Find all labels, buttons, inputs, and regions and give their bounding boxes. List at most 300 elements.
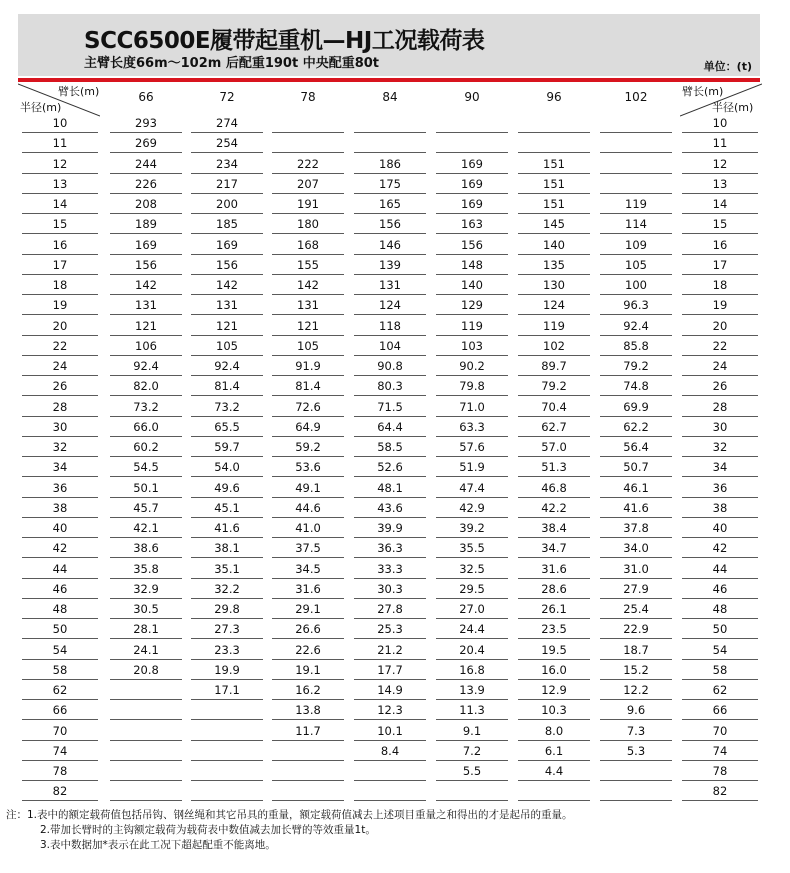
load-value-cell: 50.1 xyxy=(110,481,182,498)
load-value-cell xyxy=(600,116,672,133)
load-value-cell: 13.9 xyxy=(436,683,508,700)
load-value-cell: 222 xyxy=(272,157,344,174)
load-value-cell: 54.0 xyxy=(191,460,263,477)
load-value-cell: 130 xyxy=(518,278,590,295)
load-value-cell: 11.7 xyxy=(272,724,344,741)
radius-cell-right: 20 xyxy=(682,319,758,336)
load-value-cell: 16.0 xyxy=(518,663,590,680)
load-value-cell: 145 xyxy=(518,217,590,234)
load-value-cell: 89.7 xyxy=(518,359,590,376)
table-row xyxy=(0,784,790,804)
load-value-cell: 105 xyxy=(191,339,263,356)
load-value-cell: 169 xyxy=(110,238,182,255)
load-value-cell: 148 xyxy=(436,258,508,275)
load-value-cell xyxy=(110,764,182,781)
boom-length-header-row xyxy=(0,89,790,105)
radius-cell-left: 20 xyxy=(22,319,98,336)
notes xyxy=(6,808,573,853)
radius-cell-left: 14 xyxy=(22,197,98,214)
table-row xyxy=(0,359,790,379)
load-value-cell: 26.1 xyxy=(518,602,590,619)
load-value-cell xyxy=(191,744,263,761)
load-value-cell: 142 xyxy=(191,278,263,295)
load-value-cell: 103 xyxy=(436,339,508,356)
load-value-cell: 92.4 xyxy=(110,359,182,376)
load-value-cell: 13.8 xyxy=(272,703,344,720)
boom-length-header: 96 xyxy=(546,90,562,104)
radius-cell-left: 82 xyxy=(22,784,98,801)
load-value-cell: 124 xyxy=(354,298,426,315)
load-value-cell: 131 xyxy=(272,298,344,315)
load-value-cell: 25.3 xyxy=(354,622,426,639)
load-value-cell: 169 xyxy=(191,238,263,255)
load-value-cell: 91.9 xyxy=(272,359,344,376)
radius-cell-left: 16 xyxy=(22,238,98,255)
load-value-cell: 186 xyxy=(354,157,426,174)
load-value-cell: 109 xyxy=(600,238,672,255)
radius-cell-left: 28 xyxy=(22,400,98,417)
load-value-cell xyxy=(191,703,263,720)
table-row xyxy=(0,298,790,318)
load-value-cell: 82.0 xyxy=(110,379,182,396)
radius-cell-left: 54 xyxy=(22,643,98,660)
load-value-cell: 22.6 xyxy=(272,643,344,660)
radius-cell-right: 24 xyxy=(682,359,758,376)
load-value-cell: 45.1 xyxy=(191,501,263,518)
radius-cell-right: 13 xyxy=(682,177,758,194)
table-row xyxy=(0,379,790,399)
load-value-cell: 81.4 xyxy=(191,379,263,396)
load-value-cell: 74.8 xyxy=(600,379,672,396)
load-value-cell: 129 xyxy=(436,298,508,315)
load-value-cell: 36.3 xyxy=(354,541,426,558)
radius-cell-right: 14 xyxy=(682,197,758,214)
load-value-cell: 37.5 xyxy=(272,541,344,558)
load-value-cell: 139 xyxy=(354,258,426,275)
load-value-cell: 59.7 xyxy=(191,440,263,457)
load-value-cell: 27.8 xyxy=(354,602,426,619)
boom-length-header: 90 xyxy=(464,90,480,104)
load-value-cell: 11.3 xyxy=(436,703,508,720)
load-value-cell: 226 xyxy=(110,177,182,194)
table-row xyxy=(0,136,790,156)
radius-cell-right: 62 xyxy=(682,683,758,700)
table-row xyxy=(0,157,790,177)
load-value-cell: 79.2 xyxy=(518,379,590,396)
load-value-cell: 121 xyxy=(191,319,263,336)
load-value-cell: 66.0 xyxy=(110,420,182,437)
radius-cell-left: 48 xyxy=(22,602,98,619)
load-value-cell xyxy=(600,177,672,194)
load-value-cell: 92.4 xyxy=(600,319,672,336)
load-value-cell: 85.8 xyxy=(600,339,672,356)
load-value-cell: 24.4 xyxy=(436,622,508,639)
note-3: 3.表中数据加*表示在此工况下超起配重不能离地。 xyxy=(40,839,276,851)
load-value-cell: 49.6 xyxy=(191,481,263,498)
load-value-cell: 23.5 xyxy=(518,622,590,639)
load-value-cell: 7.3 xyxy=(600,724,672,741)
load-value-cell: 96.3 xyxy=(600,298,672,315)
load-value-cell: 32.9 xyxy=(110,582,182,599)
radius-cell-right: 36 xyxy=(682,481,758,498)
load-value-cell: 14.9 xyxy=(354,683,426,700)
boom-length-header: 84 xyxy=(382,90,398,104)
load-value-cell: 31.6 xyxy=(272,582,344,599)
note-2: 2.带加长臂时的主钩额定载荷为载荷表中数值减去加长臂的等效重量1t。 xyxy=(40,824,376,836)
load-value-cell: 121 xyxy=(272,319,344,336)
load-value-cell: 10.3 xyxy=(518,703,590,720)
load-value-cell xyxy=(436,136,508,153)
load-value-cell: 217 xyxy=(191,177,263,194)
load-value-cell: 169 xyxy=(436,197,508,214)
load-value-cell xyxy=(272,764,344,781)
note-1: 注：1.表中的额定载荷值包括吊钩、钢丝绳和其它吊具的重量，额定载荷值减去上述项目重量之和得出的才是起吊的重量。 xyxy=(6,809,573,821)
load-value-cell: 5.3 xyxy=(600,744,672,761)
load-value-cell: 119 xyxy=(436,319,508,336)
table-row xyxy=(0,400,790,420)
table-row xyxy=(0,643,790,663)
table-row xyxy=(0,703,790,723)
load-value-cell: 72.6 xyxy=(272,400,344,417)
load-value-cell: 46.1 xyxy=(600,481,672,498)
load-value-cell: 69.9 xyxy=(600,400,672,417)
table-row xyxy=(0,116,790,136)
load-value-cell: 146 xyxy=(354,238,426,255)
boom-length-header: 72 xyxy=(219,90,235,104)
radius-cell-left: 58 xyxy=(22,663,98,680)
corner-boom-label-right: 臂长(m) xyxy=(682,85,724,98)
load-value-cell xyxy=(354,136,426,153)
load-value-cell: 17.1 xyxy=(191,683,263,700)
load-value-cell: 100 xyxy=(600,278,672,295)
load-value-cell: 155 xyxy=(272,258,344,275)
load-value-cell: 16.8 xyxy=(436,663,508,680)
radius-cell-right: 46 xyxy=(682,582,758,599)
load-value-cell: 168 xyxy=(272,238,344,255)
radius-cell-left: 30 xyxy=(22,420,98,437)
load-value-cell: 118 xyxy=(354,319,426,336)
load-value-cell: 38.4 xyxy=(518,521,590,538)
radius-cell-right: 42 xyxy=(682,541,758,558)
load-value-cell: 48.1 xyxy=(354,481,426,498)
load-value-cell: 35.1 xyxy=(191,562,263,579)
load-value-cell: 49.1 xyxy=(272,481,344,498)
load-value-cell: 31.6 xyxy=(518,562,590,579)
load-value-cell: 131 xyxy=(354,278,426,295)
radius-cell-right: 12 xyxy=(682,157,758,174)
load-value-cell: 16.2 xyxy=(272,683,344,700)
load-value-cell: 185 xyxy=(191,217,263,234)
load-value-cell: 180 xyxy=(272,217,344,234)
radius-cell-right: 58 xyxy=(682,663,758,680)
load-value-cell: 19.5 xyxy=(518,643,590,660)
page-title: SCC6500E履带起重机—HJ工况载荷表 xyxy=(84,28,485,54)
load-value-cell: 4.4 xyxy=(518,764,590,781)
radius-cell-left: 13 xyxy=(22,177,98,194)
table-row xyxy=(0,258,790,278)
load-value-cell: 207 xyxy=(272,177,344,194)
load-value-cell: 104 xyxy=(354,339,426,356)
load-value-cell: 37.8 xyxy=(600,521,672,538)
table-row xyxy=(0,238,790,258)
load-value-cell: 208 xyxy=(110,197,182,214)
radius-cell-left: 36 xyxy=(22,481,98,498)
table-row xyxy=(0,683,790,703)
load-value-cell: 293 xyxy=(110,116,182,133)
radius-cell-right: 30 xyxy=(682,420,758,437)
table-row xyxy=(0,521,790,541)
radius-cell-right: 44 xyxy=(682,562,758,579)
load-value-cell: 20.4 xyxy=(436,643,508,660)
radius-cell-right: 74 xyxy=(682,744,758,761)
table-row xyxy=(0,501,790,521)
load-value-cell: 28.1 xyxy=(110,622,182,639)
load-value-cell xyxy=(272,784,344,801)
load-value-cell: 5.5 xyxy=(436,764,508,781)
load-value-cell: 54.5 xyxy=(110,460,182,477)
load-value-cell: 156 xyxy=(110,258,182,275)
table-row xyxy=(0,339,790,359)
load-value-cell: 41.6 xyxy=(191,521,263,538)
radius-cell-left: 26 xyxy=(22,379,98,396)
load-value-cell: 34.5 xyxy=(272,562,344,579)
load-value-cell: 151 xyxy=(518,177,590,194)
boom-length-header: 66 xyxy=(138,90,154,104)
load-value-cell: 62.2 xyxy=(600,420,672,437)
load-value-cell: 105 xyxy=(272,339,344,356)
table-row xyxy=(0,278,790,298)
load-value-cell: 124 xyxy=(518,298,590,315)
load-value-cell xyxy=(354,116,426,133)
load-value-cell: 6.1 xyxy=(518,744,590,761)
load-value-cell: 42.2 xyxy=(518,501,590,518)
radius-cell-left: 78 xyxy=(22,764,98,781)
load-value-cell: 19.1 xyxy=(272,663,344,680)
load-value-cell xyxy=(600,784,672,801)
load-value-cell: 56.4 xyxy=(600,440,672,457)
load-value-cell: 22.9 xyxy=(600,622,672,639)
load-value-cell: 57.6 xyxy=(436,440,508,457)
radius-cell-left: 50 xyxy=(22,622,98,639)
load-value-cell xyxy=(110,744,182,761)
table-row xyxy=(0,177,790,197)
load-value-cell: 165 xyxy=(354,197,426,214)
load-value-cell: 80.3 xyxy=(354,379,426,396)
load-value-cell: 44.6 xyxy=(272,501,344,518)
load-value-cell: 26.6 xyxy=(272,622,344,639)
load-value-cell: 114 xyxy=(600,217,672,234)
table-row xyxy=(0,440,790,460)
load-value-cell xyxy=(436,116,508,133)
load-value-cell xyxy=(191,784,263,801)
load-value-cell: 102 xyxy=(518,339,590,356)
radius-cell-right: 15 xyxy=(682,217,758,234)
load-value-cell: 27.0 xyxy=(436,602,508,619)
table-row xyxy=(0,562,790,582)
load-value-cell: 131 xyxy=(110,298,182,315)
table-row xyxy=(0,541,790,561)
radius-cell-left: 18 xyxy=(22,278,98,295)
load-value-cell: 121 xyxy=(110,319,182,336)
load-value-cell: 47.4 xyxy=(436,481,508,498)
load-value-cell: 73.2 xyxy=(191,400,263,417)
load-value-cell: 169 xyxy=(436,177,508,194)
table-row xyxy=(0,420,790,440)
load-value-cell: 79.2 xyxy=(600,359,672,376)
table-row xyxy=(0,197,790,217)
radius-cell-right: 82 xyxy=(682,784,758,801)
load-value-cell: 38.6 xyxy=(110,541,182,558)
boom-length-header: 78 xyxy=(300,90,316,104)
load-value-cell: 9.1 xyxy=(436,724,508,741)
load-value-cell: 27.3 xyxy=(191,622,263,639)
load-value-cell: 131 xyxy=(191,298,263,315)
load-value-cell: 169 xyxy=(436,157,508,174)
load-value-cell: 269 xyxy=(110,136,182,153)
load-value-cell xyxy=(354,764,426,781)
table-row xyxy=(0,663,790,683)
radius-cell-left: 66 xyxy=(22,703,98,720)
load-value-cell: 30.3 xyxy=(354,582,426,599)
table-row xyxy=(0,481,790,501)
radius-cell-right: 48 xyxy=(682,602,758,619)
radius-cell-left: 44 xyxy=(22,562,98,579)
table-row xyxy=(0,582,790,602)
load-value-cell: 57.0 xyxy=(518,440,590,457)
load-value-cell xyxy=(600,136,672,153)
radius-cell-right: 32 xyxy=(682,440,758,457)
load-value-cell: 142 xyxy=(272,278,344,295)
load-value-cell: 64.4 xyxy=(354,420,426,437)
table-row xyxy=(0,764,790,784)
load-value-cell xyxy=(110,784,182,801)
load-value-cell: 12.9 xyxy=(518,683,590,700)
load-value-cell: 81.4 xyxy=(272,379,344,396)
radius-cell-right: 78 xyxy=(682,764,758,781)
load-value-cell xyxy=(272,744,344,761)
load-value-cell: 32.5 xyxy=(436,562,508,579)
table-row xyxy=(0,602,790,622)
load-value-cell: 59.2 xyxy=(272,440,344,457)
load-value-cell: 39.2 xyxy=(436,521,508,538)
load-value-cell: 58.5 xyxy=(354,440,426,457)
radius-cell-right: 18 xyxy=(682,278,758,295)
load-value-cell: 62.7 xyxy=(518,420,590,437)
load-value-cell: 105 xyxy=(600,258,672,275)
load-value-cell: 254 xyxy=(191,136,263,153)
radius-cell-left: 11 xyxy=(22,136,98,153)
load-value-cell: 189 xyxy=(110,217,182,234)
load-value-cell: 156 xyxy=(354,217,426,234)
load-value-cell: 51.9 xyxy=(436,460,508,477)
radius-cell-right: 38 xyxy=(682,501,758,518)
load-value-cell: 71.0 xyxy=(436,400,508,417)
load-value-cell: 79.8 xyxy=(436,379,508,396)
load-value-cell: 142 xyxy=(110,278,182,295)
boom-length-header: 102 xyxy=(624,90,648,104)
load-value-cell: 64.9 xyxy=(272,420,344,437)
load-value-cell: 38.1 xyxy=(191,541,263,558)
load-value-cell: 27.9 xyxy=(600,582,672,599)
radius-cell-right: 70 xyxy=(682,724,758,741)
radius-cell-left: 46 xyxy=(22,582,98,599)
load-value-cell: 39.9 xyxy=(354,521,426,538)
radius-cell-right: 16 xyxy=(682,238,758,255)
radius-cell-left: 40 xyxy=(22,521,98,538)
load-value-cell: 29.8 xyxy=(191,602,263,619)
load-value-cell xyxy=(110,683,182,700)
load-value-cell xyxy=(518,136,590,153)
load-value-cell: 8.4 xyxy=(354,744,426,761)
load-value-cell xyxy=(272,116,344,133)
load-value-cell: 50.7 xyxy=(600,460,672,477)
load-value-cell: 191 xyxy=(272,197,344,214)
radius-cell-left: 15 xyxy=(22,217,98,234)
radius-cell-left: 19 xyxy=(22,298,98,315)
radius-cell-left: 10 xyxy=(22,116,98,133)
table-row xyxy=(0,319,790,339)
radius-cell-left: 12 xyxy=(22,157,98,174)
radius-cell-left: 38 xyxy=(22,501,98,518)
load-value-cell: 32.2 xyxy=(191,582,263,599)
load-value-cell: 42.1 xyxy=(110,521,182,538)
load-value-cell: 20.8 xyxy=(110,663,182,680)
load-value-cell: 8.0 xyxy=(518,724,590,741)
load-value-cell: 151 xyxy=(518,157,590,174)
load-value-cell: 29.5 xyxy=(436,582,508,599)
corner-radius-label-left: 半径(m) xyxy=(20,101,62,114)
table-row xyxy=(0,217,790,237)
load-value-cell: 9.6 xyxy=(600,703,672,720)
title-divider xyxy=(18,78,760,82)
unit-label: 单位：(t) xyxy=(703,60,752,73)
load-value-cell: 106 xyxy=(110,339,182,356)
load-value-cell: 30.5 xyxy=(110,602,182,619)
load-value-cell: 53.6 xyxy=(272,460,344,477)
table-row xyxy=(0,622,790,642)
radius-cell-right: 50 xyxy=(682,622,758,639)
load-value-cell: 90.8 xyxy=(354,359,426,376)
radius-cell-left: 74 xyxy=(22,744,98,761)
load-value-cell: 119 xyxy=(600,197,672,214)
radius-cell-right: 54 xyxy=(682,643,758,660)
radius-cell-right: 40 xyxy=(682,521,758,538)
load-value-cell: 33.3 xyxy=(354,562,426,579)
radius-cell-right: 10 xyxy=(682,116,758,133)
load-value-cell: 10.1 xyxy=(354,724,426,741)
radius-cell-right: 28 xyxy=(682,400,758,417)
load-value-cell: 60.2 xyxy=(110,440,182,457)
load-value-cell xyxy=(600,157,672,174)
load-value-cell: 92.4 xyxy=(191,359,263,376)
load-value-cell: 15.2 xyxy=(600,663,672,680)
load-value-cell: 34.0 xyxy=(600,541,672,558)
load-value-cell xyxy=(110,724,182,741)
load-value-cell: 151 xyxy=(518,197,590,214)
radius-cell-left: 22 xyxy=(22,339,98,356)
table-row xyxy=(0,744,790,764)
radius-cell-right: 11 xyxy=(682,136,758,153)
load-value-cell: 200 xyxy=(191,197,263,214)
load-value-cell xyxy=(110,703,182,720)
load-value-cell: 45.7 xyxy=(110,501,182,518)
load-value-cell: 43.6 xyxy=(354,501,426,518)
load-value-cell xyxy=(191,724,263,741)
radius-cell-right: 26 xyxy=(682,379,758,396)
load-value-cell: 156 xyxy=(191,258,263,275)
load-value-cell: 24.1 xyxy=(110,643,182,660)
load-value-cell: 274 xyxy=(191,116,263,133)
